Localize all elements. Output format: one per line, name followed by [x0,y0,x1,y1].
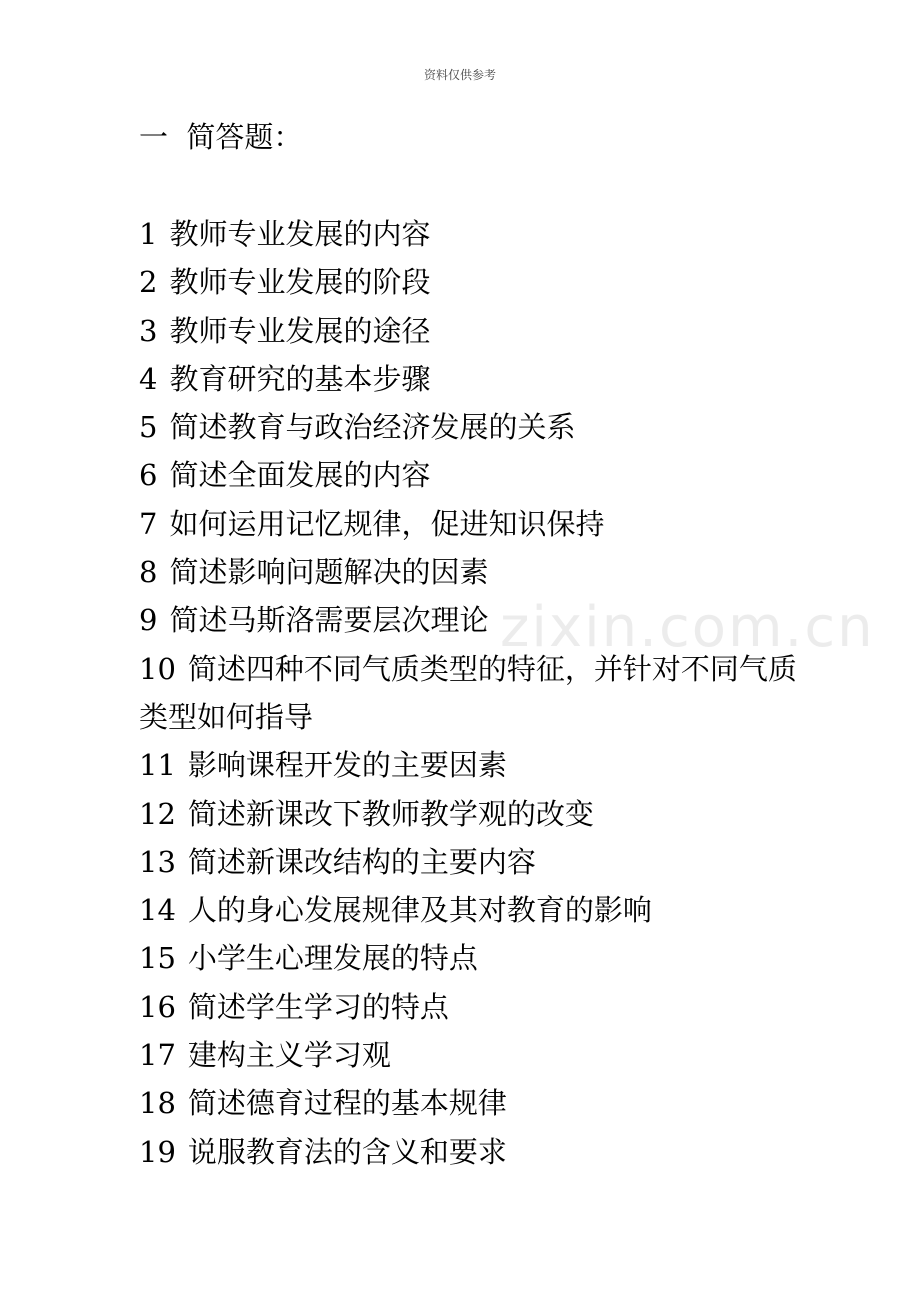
question-number: 2 [139,265,158,300]
question-number: 9 [139,603,158,638]
question-item [139,934,799,982]
question-number: 11 [139,748,176,783]
question-text: 简述影响问题解决的因素 [169,555,489,590]
question-item [139,1031,799,1079]
question-text: 简述学生学习的特点 [187,989,449,1024]
question-item [139,741,799,789]
question-text: 简述新课改下教师教学观的改变 [187,796,594,831]
question-number: 4 [139,361,158,396]
question-item [139,355,799,403]
question-text: 人的身心发展规律及其对教育的影响 [187,893,652,928]
question-number: 15 [139,941,176,976]
question-number: 3 [139,313,158,348]
question-number: 7 [139,506,158,541]
question-item [139,258,799,306]
question-item [139,210,799,258]
question-text: 小学生心理发展的特点 [187,941,478,976]
question-item [139,790,799,838]
question-text: 建构主义学习观 [187,1038,391,1073]
question-item [139,500,799,548]
question-item [139,596,799,644]
question-number: 18 [139,1086,176,1121]
question-text: 简述四种不同气质类型的特征，并针对不同气质类型如何指导 [139,651,797,734]
question-number: 1 [139,217,158,251]
question-number: 13 [139,844,176,879]
question-number: 6 [139,458,158,493]
page-header: 资料仅供参考 [423,68,496,82]
question-number: 14 [139,893,176,928]
question-item [139,451,799,499]
question-number: 12 [139,796,176,831]
watermark: zixin.com.cn [500,595,875,660]
question-number: 5 [139,410,158,445]
question-text: 简述教育与政治经济发展的关系 [169,410,576,445]
question-item [139,1079,799,1127]
question-text: 教师专业发展的阶段 [169,265,431,300]
question-number: 16 [139,989,176,1024]
question-number: 8 [139,555,158,590]
question-item [139,645,799,742]
question-number: 19 [139,1134,176,1169]
question-text: 教师专业发展的途径 [169,313,431,348]
question-item [139,838,799,886]
question-text: 教师专业发展的内容 [169,217,431,251]
question-text: 简述全面发展的内容 [169,458,431,493]
question-text: 说服教育法的含义和要求 [187,1134,507,1169]
question-list [139,210,799,1176]
question-number: 17 [139,1038,176,1073]
question-item [139,1128,799,1176]
question-text: 简述马斯洛需要层次理论 [169,603,489,638]
question-text: 影响课程开发的主要因素 [187,748,507,783]
question-item [139,403,799,451]
question-number: 10 [139,651,176,686]
question-item [139,548,799,596]
question-text: 教育研究的基本步骤 [169,361,431,396]
question-item [139,307,799,355]
question-text: 如何运用记忆规律，促进知识保持 [169,506,605,541]
question-item [139,983,799,1031]
question-text: 简述德育过程的基本规律 [187,1086,507,1121]
question-item [139,886,799,934]
question-text: 简述新课改结构的主要内容 [187,844,536,879]
section-title: 一 简答题： [139,120,303,154]
